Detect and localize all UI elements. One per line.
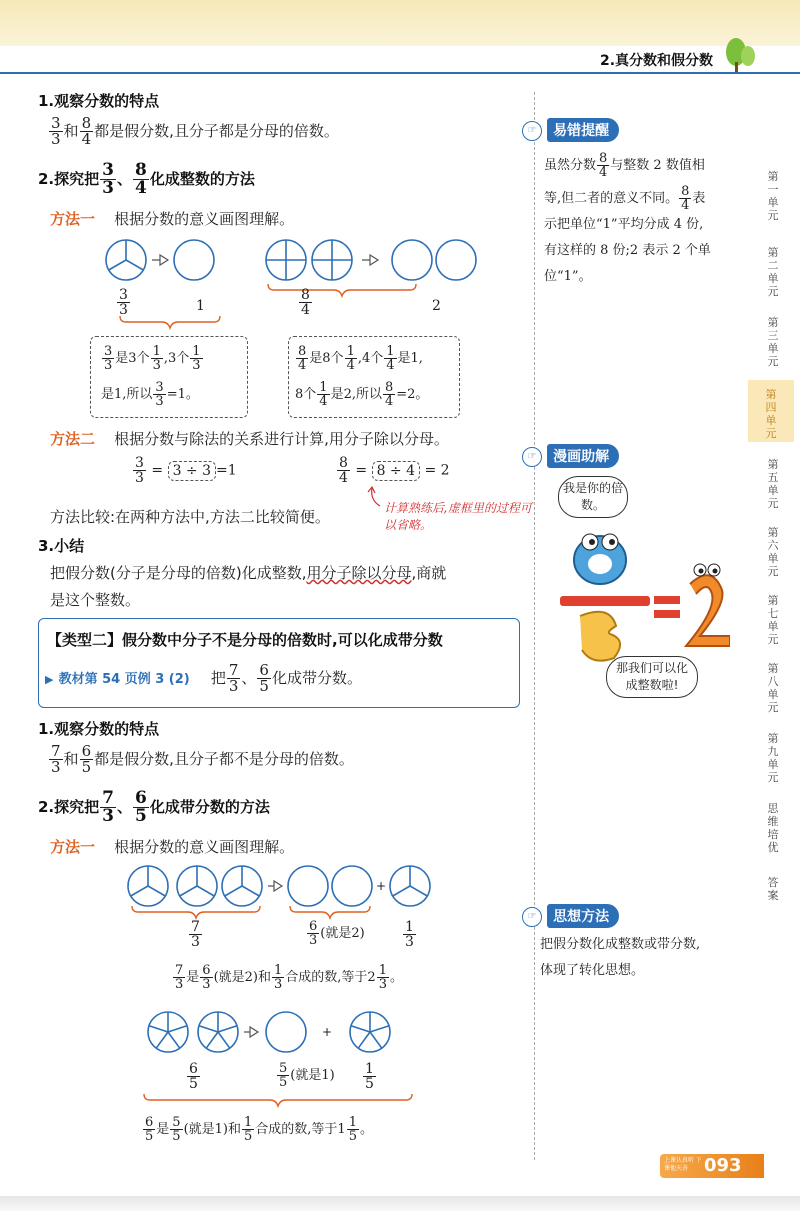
page-number: 093 — [704, 1155, 742, 1176]
type2-title: 【类型二】假分数中分子不是分母的倍数时,可以化成带分数 — [47, 631, 443, 649]
t2-s1-heading: 1.观察分数的特点 — [38, 720, 160, 738]
fraction-cartoon — [550, 520, 730, 670]
s1-heading: 1.观察分数的特点 — [38, 92, 160, 110]
method1-text: 根据分数的意义画图理解。 — [114, 210, 295, 228]
tab-unit-8[interactable]: 第 八 单 元 — [767, 662, 779, 714]
equation-3-3: $\frac{3}{3}$ = 3 ÷ 3 =1 — [135, 455, 237, 486]
conclusion-7-3: $\frac{7}{3}$ 是 $\frac{6}{3}$ (就是2)和 $\frac{1}{3}$ 合成的数,等于2 $\frac{1}{3}$ 。 — [175, 963, 403, 992]
tab-unit-2[interactable]: 第 二 单 元 — [767, 246, 779, 298]
method2-label: 方法二 — [50, 430, 96, 448]
label-7-3: $\frac{7}{3}$ — [191, 919, 200, 950]
s3-heading: 3.小结 — [38, 537, 85, 555]
error-text: 虽然分数 $\frac{8}{4}$ 与整数 2 数值相 等,但二者的意义不同。 $\frac{8}{4}$ 表 示把单位“1”平均分成 4 份, 有这样的 8 份;2 表示 2 个单 位“1”。 — [544, 151, 711, 284]
tab-unit-4-active[interactable]: 第 四 单 元 — [748, 380, 794, 442]
speech-bubble-1: 我是你的倍数。 — [558, 476, 628, 518]
diagram-7-3 — [124, 860, 444, 920]
method1-label: 方法一 — [50, 210, 96, 228]
column-divider — [534, 92, 535, 1160]
section-title: 2.真分数和假分数 — [600, 53, 714, 69]
note-arrow-icon — [366, 486, 386, 510]
brace-6-5 — [140, 1092, 440, 1112]
tab-unit-6[interactable]: 第 六 单 元 — [767, 526, 779, 578]
error-title: 易错提醒 — [547, 118, 619, 142]
idea-title-row: ☞ 思想方法 — [522, 904, 619, 928]
s1-text: 都是假分数,且分子都是分母的倍数。 — [94, 122, 339, 140]
comic-title-row: ☞ 漫画助解 — [522, 444, 619, 468]
label-1-3: $\frac{1}{3}$ — [405, 919, 414, 950]
method2-text: 根据分数与除法的关系进行计算,用分子除以分母。 — [114, 430, 449, 448]
s1-line: $\frac{3}{3}$ 和 $\frac{8}{4}$ 都是假分数,且分子都是分母的倍数。 — [51, 114, 339, 148]
method2-row — [50, 428, 449, 449]
error-title-row — [522, 118, 619, 142]
diagram-3-3 — [100, 232, 530, 332]
page-badge — [660, 1154, 764, 1178]
explain-box-8-4: $\frac{8}{4}$ 是8个 $\frac{1}{4}$ ,4个 $\frac{1}{4}$ 是1, 8个 $\frac{1}{4}$ 是2,所以 $\frac{8}{4}$ =2。 — [288, 336, 460, 418]
pointing-hand-icon: ☞ — [522, 121, 542, 141]
svg-text:+: + — [376, 879, 387, 893]
type2-ref: 教材第 54 页例 3 (2) — [58, 672, 190, 687]
label-6-3: $\frac{6}{3}$ (就是2) — [309, 919, 365, 948]
header-band — [0, 0, 800, 46]
idea-title: 思想方法 — [547, 904, 619, 928]
label-3-3: $\frac{3}{3}$ — [119, 287, 128, 318]
tip-note: 计算熟练后,虚框里的过程可以省略。 — [384, 501, 532, 532]
t2-s1-line: $\frac{7}{3}$ 和 $\frac{6}{5}$ 都是假分数,且分子都不是分母的倍数。 — [51, 742, 354, 776]
header-rule — [0, 72, 800, 74]
explain-box-3-3: $\frac{3}{3}$ 是3个 $\frac{1}{3}$ ,3个 $\frac{1}{3}$ 是1,所以 $\frac{3}{3}$ =1。 — [90, 336, 248, 418]
tab-unit-5[interactable]: 第 五 单 元 — [767, 458, 779, 510]
footer-rule — [0, 1196, 800, 1211]
tab-answers[interactable]: 答 案 — [767, 876, 779, 902]
label-8-4: $\frac{8}{4}$ — [301, 287, 310, 318]
comic-title: 漫画助解 — [547, 444, 619, 468]
tab-unit-7[interactable]: 第 七 单 元 — [767, 594, 779, 646]
summary-line2: 是这个整数。 — [50, 591, 141, 609]
label-5-5: $\frac{5}{5}$ (就是1) — [279, 1061, 335, 1090]
label-6-5: $\frac{6}{5}$ — [189, 1061, 198, 1092]
label-1: 1 — [196, 298, 205, 314]
conclusion-6-5: $\frac{6}{5}$ 是 $\frac{5}{5}$ (就是1)和 $\frac{1}{5}$ 合成的数,等于1 $\frac{1}{5}$ 。 — [145, 1115, 373, 1144]
method1-row — [50, 208, 294, 229]
tab-advanced[interactable]: 思 维 培 优 — [767, 802, 779, 854]
label-1-5: $\frac{1}{5}$ — [365, 1061, 374, 1092]
t2-method1-row: 方法一 根据分数的意义画图理解。 — [50, 838, 295, 856]
tab-unit-9[interactable]: 第 九 单 元 — [767, 732, 779, 784]
s2-heading: 2.探究把 $\frac{3}{3}$ 、 $\frac{8}{4}$ 化成整数的方法 — [38, 160, 255, 198]
t2-s2-heading: 2.探究把 $\frac{7}{3}$ 、 $\frac{6}{5}$ 化成带分数的方法 — [38, 788, 270, 826]
equation-8-4: $\frac{8}{4}$ = 8 ÷ 4 = 2 — [339, 455, 450, 486]
tab-unit-3[interactable]: 第 三 单 元 — [767, 316, 779, 368]
type2-ref-row: ▶ 教材第 54 页例 3 (2) 把 $\frac{7}{3}$ 、 $\frac{6}{5}$ 化成带分数。 — [45, 661, 362, 695]
label-2: 2 — [432, 298, 441, 314]
idea-text: 把假分数化成整数或带分数, 体现了转化思想。 — [540, 937, 701, 978]
type2-box — [38, 618, 520, 708]
speech-bubble-2: 那我们可以化成整数啦! — [606, 656, 698, 698]
tab-unit-1[interactable]: 第 一 单 元 — [767, 170, 779, 222]
svg-text:+: + — [322, 1025, 333, 1039]
frac-3-3: $\frac{3}{3}$ — [51, 114, 61, 148]
tree-icon — [722, 36, 758, 72]
method-compare: 方法比较:在两种方法中,方法二比较简便。 — [50, 508, 330, 526]
summary-line1: 把假分数(分子是分母的倍数)化成整数,用分子除以分母,商就 — [50, 564, 447, 582]
badge-text: 上课认真听 下课他天善 — [664, 1157, 702, 1172]
